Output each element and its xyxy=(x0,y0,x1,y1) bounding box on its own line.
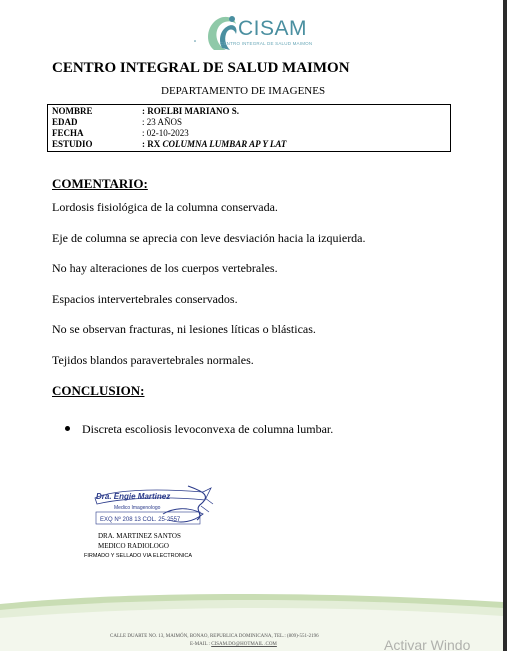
info-label: EDAD xyxy=(52,117,78,127)
info-row-edad xyxy=(52,117,450,128)
info-row-estudio xyxy=(52,139,450,150)
stamp-ids: EXQ Nº 208 13 COL. 25-2557 xyxy=(100,517,181,523)
info-label: ESTUDIO xyxy=(52,139,93,149)
info-value: : ROELBI MARIANO S. xyxy=(142,106,240,116)
comentario-paragraph: Espacios intervertebrales conservados. xyxy=(52,292,238,306)
doctor-role: MEDICO RADIOLOGO xyxy=(98,542,169,550)
info-label: NOMBRE xyxy=(52,106,93,116)
info-value: : 23 AÑOS xyxy=(142,117,183,127)
info-row-fecha xyxy=(52,128,450,139)
email-link[interactable]: CISAM.DO@HOTMAIL .COM xyxy=(211,642,277,647)
signature-note: FIRMADO Y SELLADO VIA ELECTRONICA xyxy=(84,553,192,559)
page-edge xyxy=(503,0,507,651)
activation-watermark: Activar Windo xyxy=(384,637,471,653)
department-title: DEPARTAMENTO DE IMAGENES xyxy=(161,85,326,97)
comentario-paragraph: No hay alteraciones de los cuerpos vertebrales. xyxy=(52,261,278,275)
stamp-title: Medico Imagenologo xyxy=(114,505,161,511)
comentario-paragraph: No se observan fracturas, ni lesiones líticas o blásticas. xyxy=(52,322,316,336)
page-title: CENTRO INTEGRAL DE SALUD MAIMON xyxy=(52,60,350,76)
stamp-name: Dra. Engie Martinez xyxy=(96,492,171,501)
email-label: E-MAIL : xyxy=(190,642,212,647)
footer-address: CALLE DUARTE NO. 13, MAIMÓN, BONAO, REPUBLICA DOMINICANA, TEL.: (809)-551-2196 xyxy=(110,634,319,639)
bullet-icon xyxy=(65,426,70,431)
comentario-paragraph: Tejidos blandos paravertebrales normales. xyxy=(52,353,254,367)
conclusion-heading: CONCLUSION: xyxy=(52,383,145,398)
study-prefix: : RX xyxy=(142,139,163,149)
comentario-paragraph: Eje de columna se aprecia con leve desviación hacia la izquierda. xyxy=(52,231,366,245)
doctor-name: DRA. MARTINEZ SANTOS xyxy=(98,532,181,540)
info-label: FECHA xyxy=(52,128,84,138)
patient-info-box xyxy=(47,104,451,152)
study-name: COLUMNA LUMBAR AP Y LAT xyxy=(162,139,287,149)
info-value xyxy=(142,139,286,150)
logo-text: CISAM xyxy=(238,17,308,40)
conclusion-item: Discreta escoliosis levoconvexa de columna lumbar. xyxy=(82,422,334,436)
info-value: : 02-10-2023 xyxy=(142,128,189,138)
footer-email xyxy=(190,642,277,647)
info-row-nombre xyxy=(52,106,450,117)
comentario-paragraph: Lordosis fisiológica de la columna conservada. xyxy=(52,200,278,214)
logo-subtitle: CENTRO INTEGRAL DE SALUD MAIMON xyxy=(220,41,313,46)
comentario-heading: COMENTARIO: xyxy=(52,176,148,191)
